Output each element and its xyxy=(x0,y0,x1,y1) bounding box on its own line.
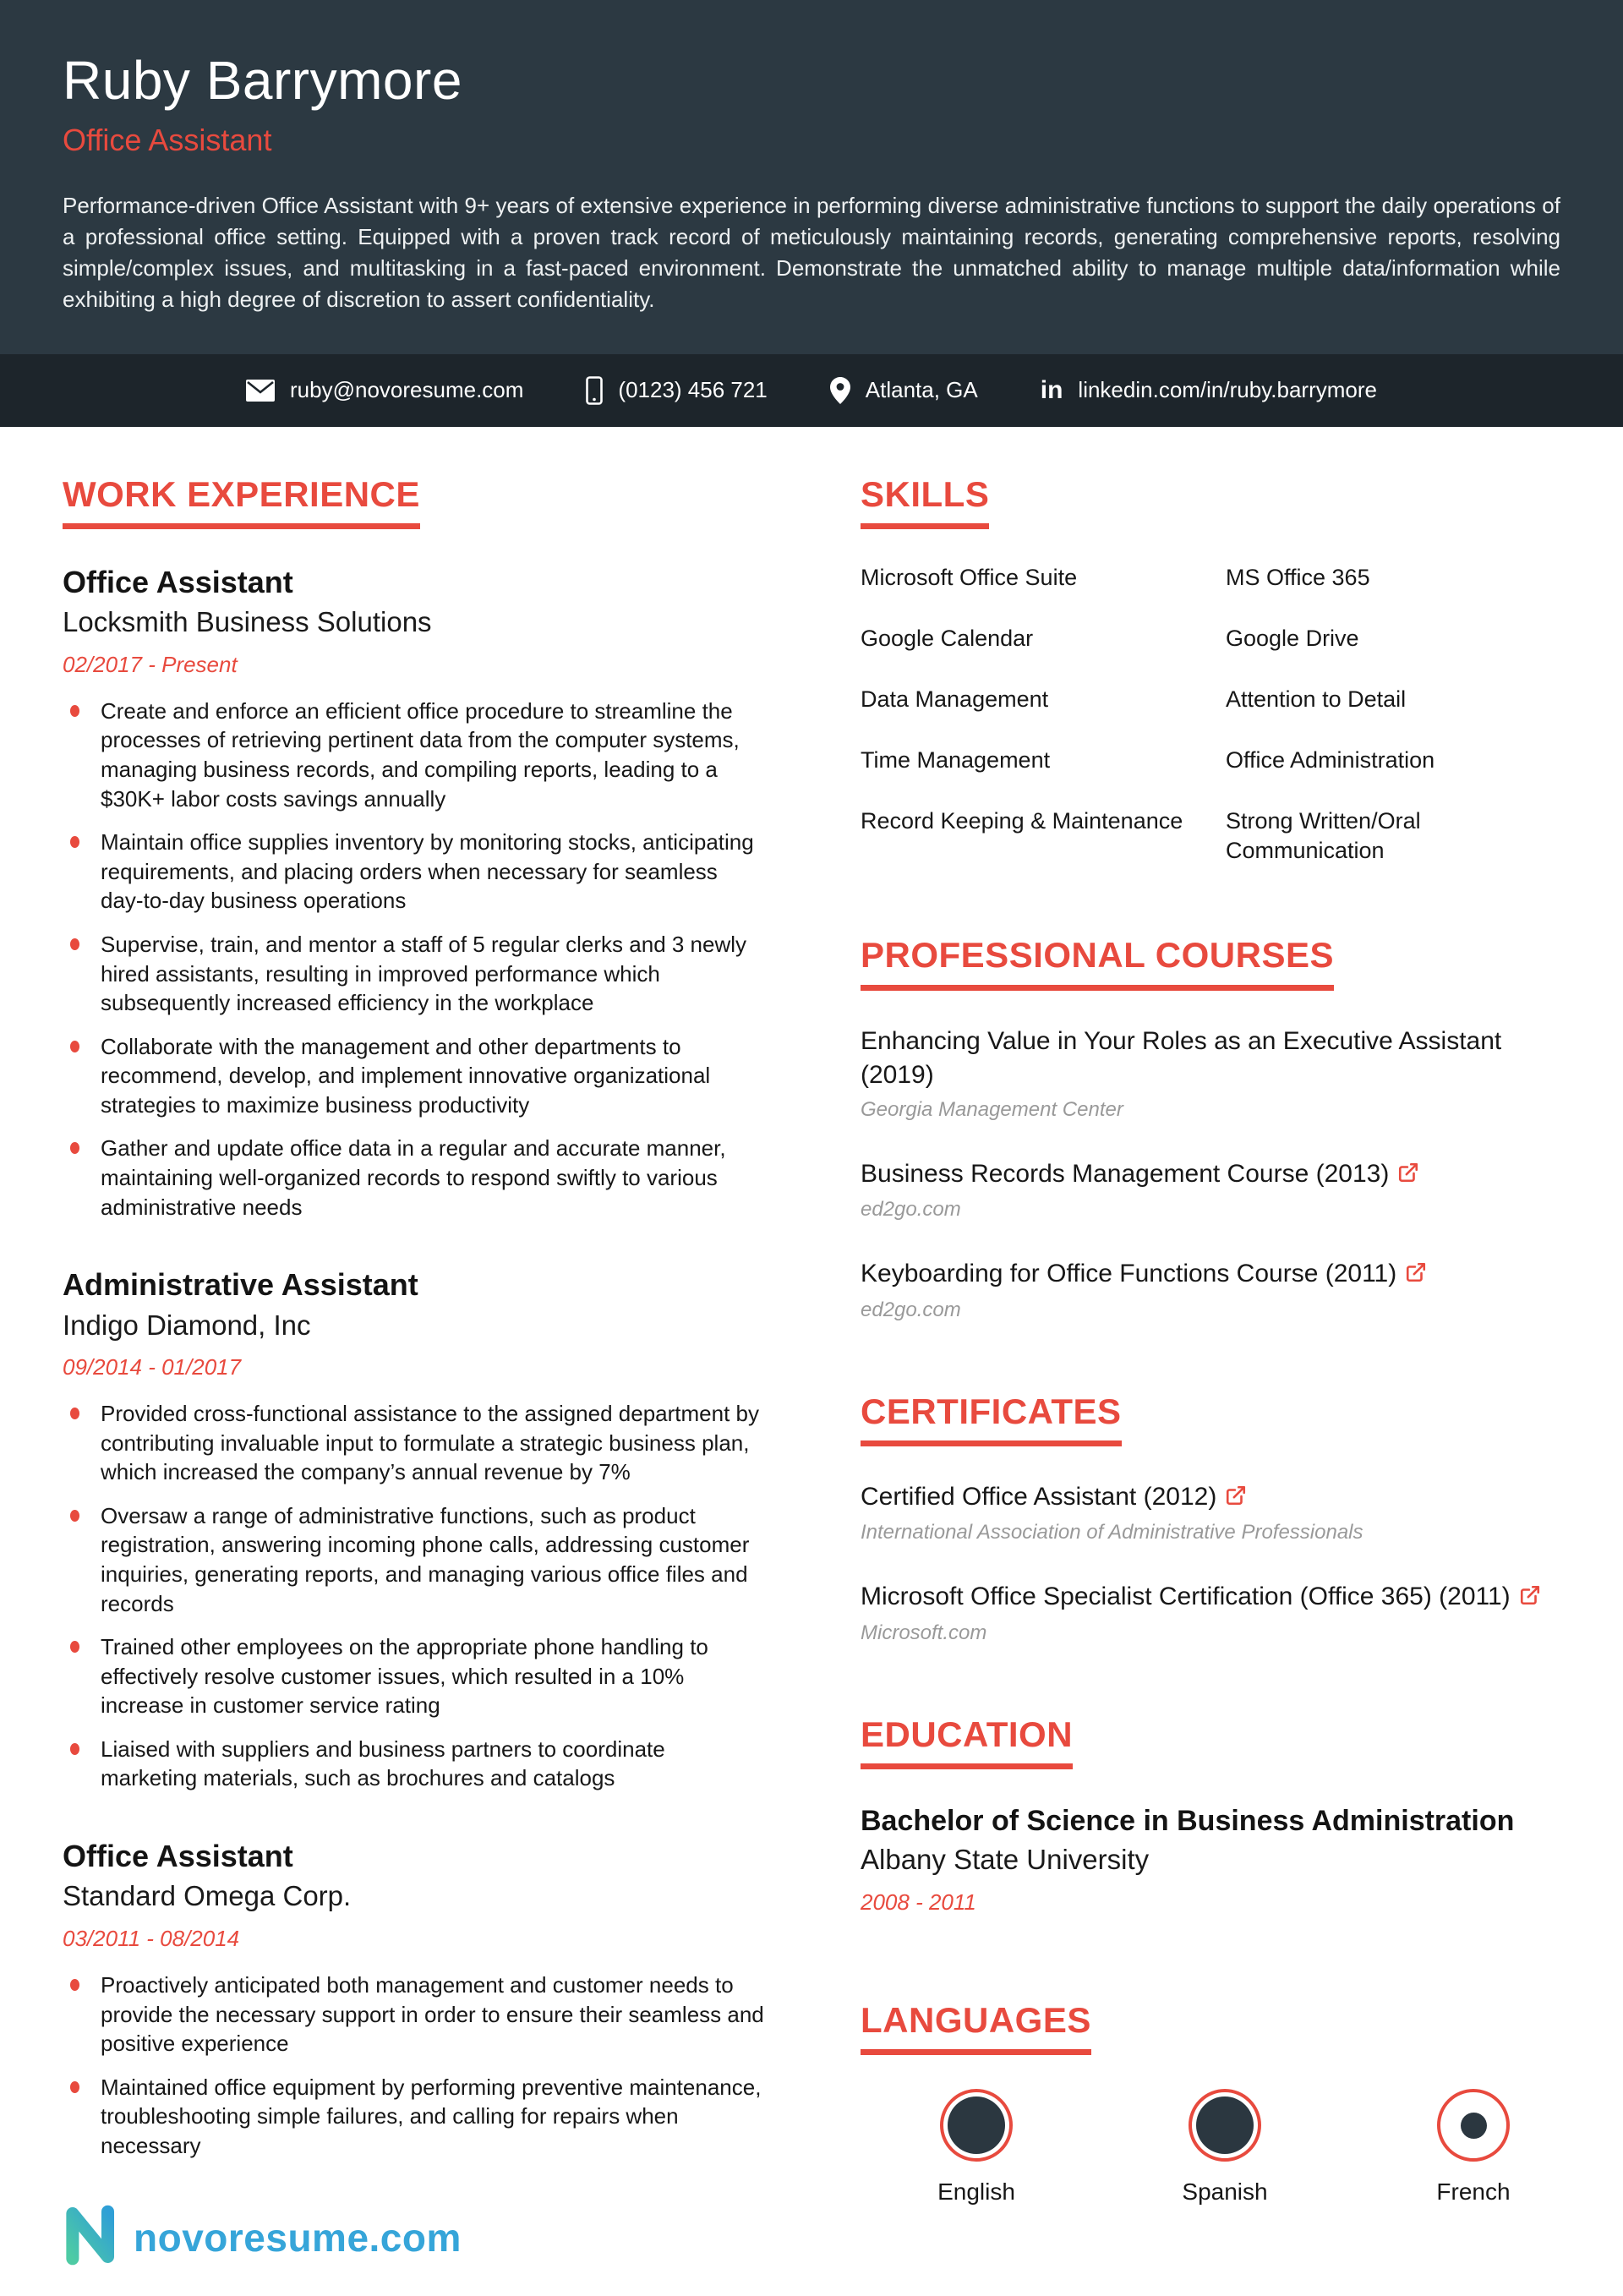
job-bullet: Proactively anticipated both management and customer needs to provide the necessary support in order to ensure their seamless and positive experience xyxy=(63,1971,764,2058)
job-dates: 02/2017 - Present xyxy=(63,651,238,677)
body-columns xyxy=(0,427,1623,2206)
mobile-phone-icon xyxy=(586,376,603,405)
job-bullet: Liaised with suppliers and business partners to coordinate marketing materials, such as brochures and catalogs xyxy=(63,1735,764,1793)
course-provider: Georgia Management Center xyxy=(861,1097,1123,1121)
professional-courses-section xyxy=(861,937,1562,1321)
skill-item: Record Keeping & Maintenance xyxy=(861,808,1183,834)
person-name: Ruby Barrymore xyxy=(63,50,462,111)
contact-linkedin[interactable] xyxy=(1041,377,1377,403)
contact-phone-text: (0123) 456 721 xyxy=(618,377,768,403)
novoresume-n-logo-icon xyxy=(63,2204,122,2271)
job-title: Office Assistant xyxy=(63,1839,293,1874)
education-years: 2008 - 2011 xyxy=(861,1889,976,1916)
certificates-section xyxy=(861,1393,1562,1645)
job-company: Standard Omega Corp. xyxy=(63,1880,352,1912)
skill-item: Attention to Detail xyxy=(1226,686,1407,713)
skills-grid xyxy=(861,563,1562,866)
skill-item: Time Management xyxy=(861,747,1051,774)
language-name: English xyxy=(937,2178,1015,2206)
job-dates: 03/2011 - 08/2014 xyxy=(63,1926,240,1952)
contact-linkedin-text: linkedin.com/in/ruby.barrymore xyxy=(1078,377,1377,403)
novoresume-footer-link[interactable] xyxy=(63,2204,462,2271)
certificate-title: Microsoft Office Specialist Certification (Office 365) (2011) xyxy=(861,1583,1511,1611)
summary-paragraph: Performance-driven Office Assistant with 9+ years of extensive experience in performing diverse administrative functions to support the daily operations of a professional office setting. Equipped with a proven track record of meticulously maintaining records, generating comprehensive reports, resolving simple/complex issues, and multitasking in a fast-paced environment. Demonstrate the unmatched ability to manage multiple data/information while exhibiting a high degree of discretion to assert confidentiality. xyxy=(63,193,1560,312)
skills-heading: SKILLS xyxy=(861,476,989,529)
contact-bar xyxy=(0,354,1623,427)
envelope-icon xyxy=(246,380,275,402)
course-title: Keyboarding for Office Functions Course (2011) xyxy=(861,1260,1397,1288)
job-title: Administrative Assistant xyxy=(63,1267,418,1303)
work-experience-column xyxy=(63,473,812,2206)
skills-section xyxy=(861,473,1562,866)
languages-section xyxy=(861,2002,1562,2206)
external-link-icon[interactable] xyxy=(1225,1482,1247,1517)
job-title: Office Assistant xyxy=(63,564,293,599)
certificate-title: Certified Office Assistant (2012) xyxy=(861,1482,1217,1511)
external-link-icon[interactable] xyxy=(1405,1259,1427,1293)
header xyxy=(0,0,1623,354)
language-proficiency-gauge xyxy=(1189,2089,1261,2162)
education-heading: EDUCATION xyxy=(861,1716,1073,1769)
certificate-item xyxy=(861,1480,1562,1545)
novoresume-footer-text: novoresume.com xyxy=(134,2215,462,2260)
skill-item: Google Calendar xyxy=(861,626,1034,651)
job-bullet: Oversaw a range of administrative functions, such as product registration, answering incoming phone calls, addressing customer inquiries, generating reports, and managing various office files and records xyxy=(63,1501,764,1618)
languages-heading: LANGUAGES xyxy=(861,2002,1091,2055)
language-item xyxy=(1402,2089,1545,2206)
certificate-item xyxy=(861,1580,1562,1645)
language-item xyxy=(904,2089,1048,2206)
skill-item: Google Drive xyxy=(1226,626,1359,651)
professional-courses-heading: PROFESSIONAL COURSES xyxy=(861,937,1334,990)
education-section xyxy=(861,1716,1562,1916)
location-pin-icon xyxy=(830,377,850,404)
job-company: Indigo Diamond, Inc xyxy=(63,1309,311,1341)
skill-item: Strong Written/Oral Communication xyxy=(1226,808,1421,864)
job-dates: 09/2014 - 01/2017 xyxy=(63,1354,242,1380)
job-bullet-list xyxy=(63,697,812,1222)
contact-phone[interactable] xyxy=(586,376,767,405)
education-degree: Bachelor of Science in Business Administration xyxy=(861,1804,1515,1837)
job-entry xyxy=(63,1267,812,1793)
skill-item: Microsoft Office Suite xyxy=(861,564,1078,590)
external-link-icon[interactable] xyxy=(1397,1159,1419,1194)
person-job-title: Office Assistant xyxy=(63,123,272,158)
skill-item: Office Administration xyxy=(1226,747,1435,774)
work-experience-heading: WORK EXPERIENCE xyxy=(63,476,420,529)
contact-location[interactable] xyxy=(830,377,978,404)
job-bullet: Gather and update office data in a regular and accurate manner, maintaining well-organized records to respond swiftly to various administrative needs xyxy=(63,1134,764,1222)
job-bullet: Maintained office equipment by performing preventive maintenance, troubleshooting simple failures, and calling for repairs when necessary xyxy=(63,2073,764,2161)
job-entry xyxy=(63,1839,812,2160)
language-name: Spanish xyxy=(1182,2178,1268,2206)
languages-row xyxy=(904,2089,1545,2206)
skill-item: MS Office 365 xyxy=(1226,564,1370,590)
skill-item: Data Management xyxy=(861,686,1049,713)
job-bullet: Supervise, train, and mentor a staff of 5 regular clerks and 3 newly hired assistants, resulting in improved performance which subsequently increased efficiency in the workplace xyxy=(63,930,764,1018)
certificate-provider: Microsoft.com xyxy=(861,1621,987,1644)
job-entry xyxy=(63,565,812,1222)
job-bullet: Provided cross-functional assistance to the assigned department by contributing invaluable input to formulate a strategic business plan, which increased the company’s annual revenue by 7% xyxy=(63,1399,764,1487)
language-proficiency-gauge xyxy=(1437,2089,1510,2162)
job-bullet: Maintain office supplies inventory by monitoring stocks, anticipating requirements, and placing orders when necessary for seamless day-to-day business operations xyxy=(63,828,764,916)
certificate-provider: International Association of Administrative Professionals xyxy=(861,1521,1363,1544)
language-name: French xyxy=(1436,2178,1511,2206)
job-bullet-list xyxy=(63,1971,812,2160)
job-bullet: Trained other employees on the appropriate phone handling to effectively resolve customer issues, which resulted in a 10% increase in customer service rating xyxy=(63,1632,764,1720)
job-bullet: Create and enforce an efficient office procedure to streamline the processes of retrieving pertinent data from the computer systems, managing business records, and compiling reports, leading to a $30K+ labor costs savings annually xyxy=(63,697,764,813)
course-provider: ed2go.com xyxy=(861,1198,961,1222)
contact-email[interactable] xyxy=(246,377,523,403)
course-item xyxy=(861,1157,1562,1222)
course-item xyxy=(861,1025,1562,1122)
certificates-heading: CERTIFICATES xyxy=(861,1393,1122,1446)
job-bullet-list xyxy=(63,1399,812,1793)
job-company: Locksmith Business Solutions xyxy=(63,606,432,638)
job-bullet: Collaborate with the management and other departments to recommend, develop, and implement innovative organizational strategies to maximize business productivity xyxy=(63,1032,764,1120)
course-item xyxy=(861,1257,1562,1322)
education-school: Albany State University xyxy=(861,1844,1150,1876)
course-title: Enhancing Value in Your Roles as an Executive Assistant (2019) xyxy=(861,1026,1502,1090)
language-item xyxy=(1153,2089,1297,2206)
sidebar-column xyxy=(861,473,1562,2206)
contact-email-text: ruby@novoresume.com xyxy=(290,377,524,403)
linkedin-icon: in xyxy=(1040,375,1063,404)
external-link-icon[interactable] xyxy=(1519,1582,1541,1616)
language-proficiency-gauge xyxy=(940,2089,1013,2162)
course-provider: ed2go.com xyxy=(861,1298,961,1321)
contact-location-text: Atlanta, GA xyxy=(865,377,978,403)
course-title: Business Records Management Course (2013) xyxy=(861,1159,1390,1188)
